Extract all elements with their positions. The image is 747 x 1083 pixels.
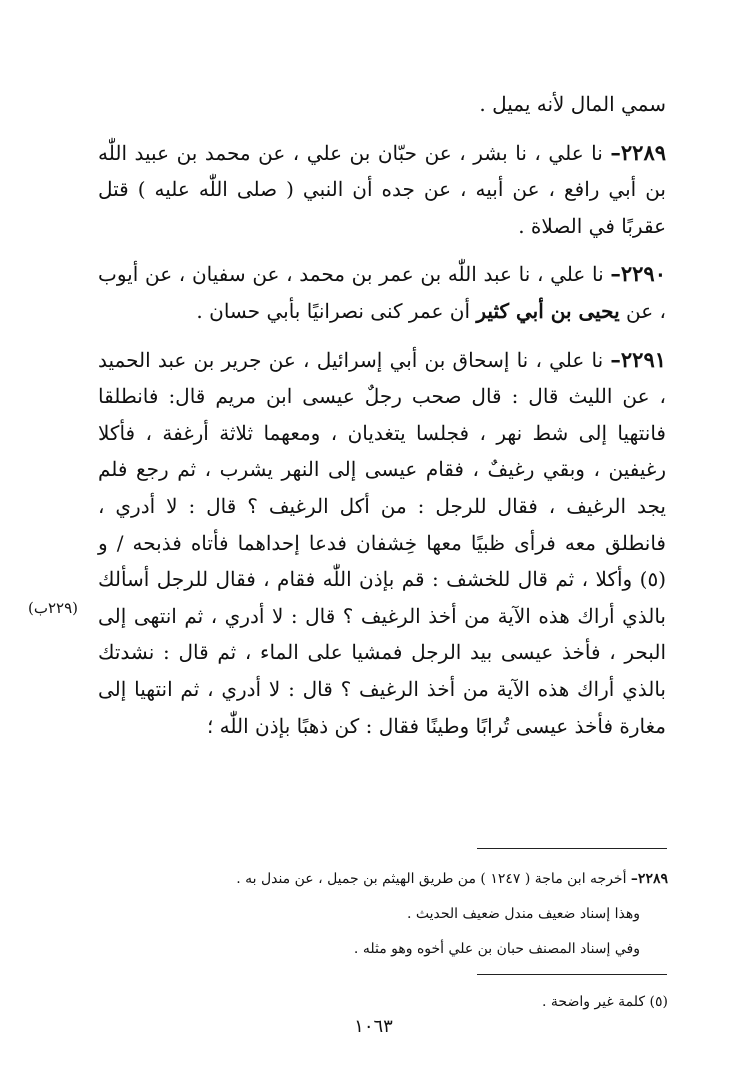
page-number: ١٠٦٣ (354, 1016, 393, 1037)
hadith-2289 (98, 135, 666, 245)
footnote-marker-note (150, 987, 668, 1017)
intro-text: سمي المال لأنه يميل . (479, 92, 666, 116)
footnote-2289 (150, 862, 668, 967)
footnote-divider (477, 974, 667, 975)
footnote-text: كلمة غير واضحة . (542, 994, 646, 1010)
hadith-2291 (98, 342, 666, 745)
hadith-number: ٢٢٩١– (610, 346, 667, 372)
footnote-text: أخرجه ابن ماجة ( ١٢٤٧ ) من طريق الهيثم بن جميل ، عن مندل به . (236, 871, 627, 887)
hadith-text: نا علي ، نا بشر ، عن حبّان بن علي ، عن محمد بن عبيد اللّٰه بن أبي رافع ، عن أبيه ، عن جده أن النبي ( صلى اللّٰه عليه ) قتل عقربًا في الصلاة . (98, 140, 666, 238)
intro-line (98, 86, 666, 123)
hadith-text-end: أن عمر كنى نصرانيًا بأبي حسان . (196, 298, 471, 323)
footnote-line: وهذا إسناد ضعيف مندل ضعيف الحديث . (406, 906, 640, 922)
hadith-number: ٢٢٨٩– (610, 139, 667, 165)
manuscript-folio-marker: (٢٢٩ب) (28, 599, 79, 617)
footnote-divider (477, 848, 667, 849)
footnote-line (150, 862, 668, 897)
hadith-number: ٢٢٩٠– (610, 261, 666, 287)
footnote-line: وفي إسناد المصنف حبان بن علي أخوه وهو مثله . (353, 941, 640, 957)
main-text (98, 86, 666, 744)
hadith-text: نا علي ، نا عبد اللّٰه بن عمر بن محمد ، عن سفيان ، عن أيوب ، عن (98, 262, 666, 323)
hadith-2290 (98, 256, 666, 329)
narrator-name: يحيى بن أبي كثير (476, 298, 620, 323)
footnote-number: ٢٢٨٩– (630, 871, 668, 887)
footnote-symbol: (٥) (649, 994, 668, 1010)
footnote-line (150, 987, 668, 1017)
hadith-text: نا علي ، نا إسحاق بن أبي إسرائيل ، عن جرير بن عبد الحميد ، عن الليث قال : قال صحب رجلٌ عيسى ابن مريم قال: فانطلقا فانتهيا إلى شط نهر ، فجلسا يتغديان ، ومعهما ثلاثة أرغفة ، فأكلا رغيفين ، وبقي رغيفٌ ، فقام عيسى إلى النهر يشرب ، ثم رجع فلم يجد الرغيف ، فقال للرجل : من أكل الرغيف ؟ قال : لا أدري ، فانطلق معه فرأى ظبيًا معها خِشفان فدعا إحداهما فأتاه فذبحه / و (٥) وأكلا ، ثم قال للخشف : قم بإذن اللّٰه فقام ، فقال للرجل أسألك بالذي أراك هذه الآية من أخذ الرغيف ؟ قال : لا أدري ، ثم انتهى إلى البحر ، فأخذ عيسى بيد الرجل فمشيا على الماء ، ثم قال : نشدتك بالذي أراك هذه الآية من أخذ الرغيف ؟ قال : لا أدري ، ثم انتهيا إلى مغارة فأخذ عيسى تُرابًا وطينًا فقال : كن ذهبًا بإذن اللّٰه ؛ (98, 347, 667, 738)
